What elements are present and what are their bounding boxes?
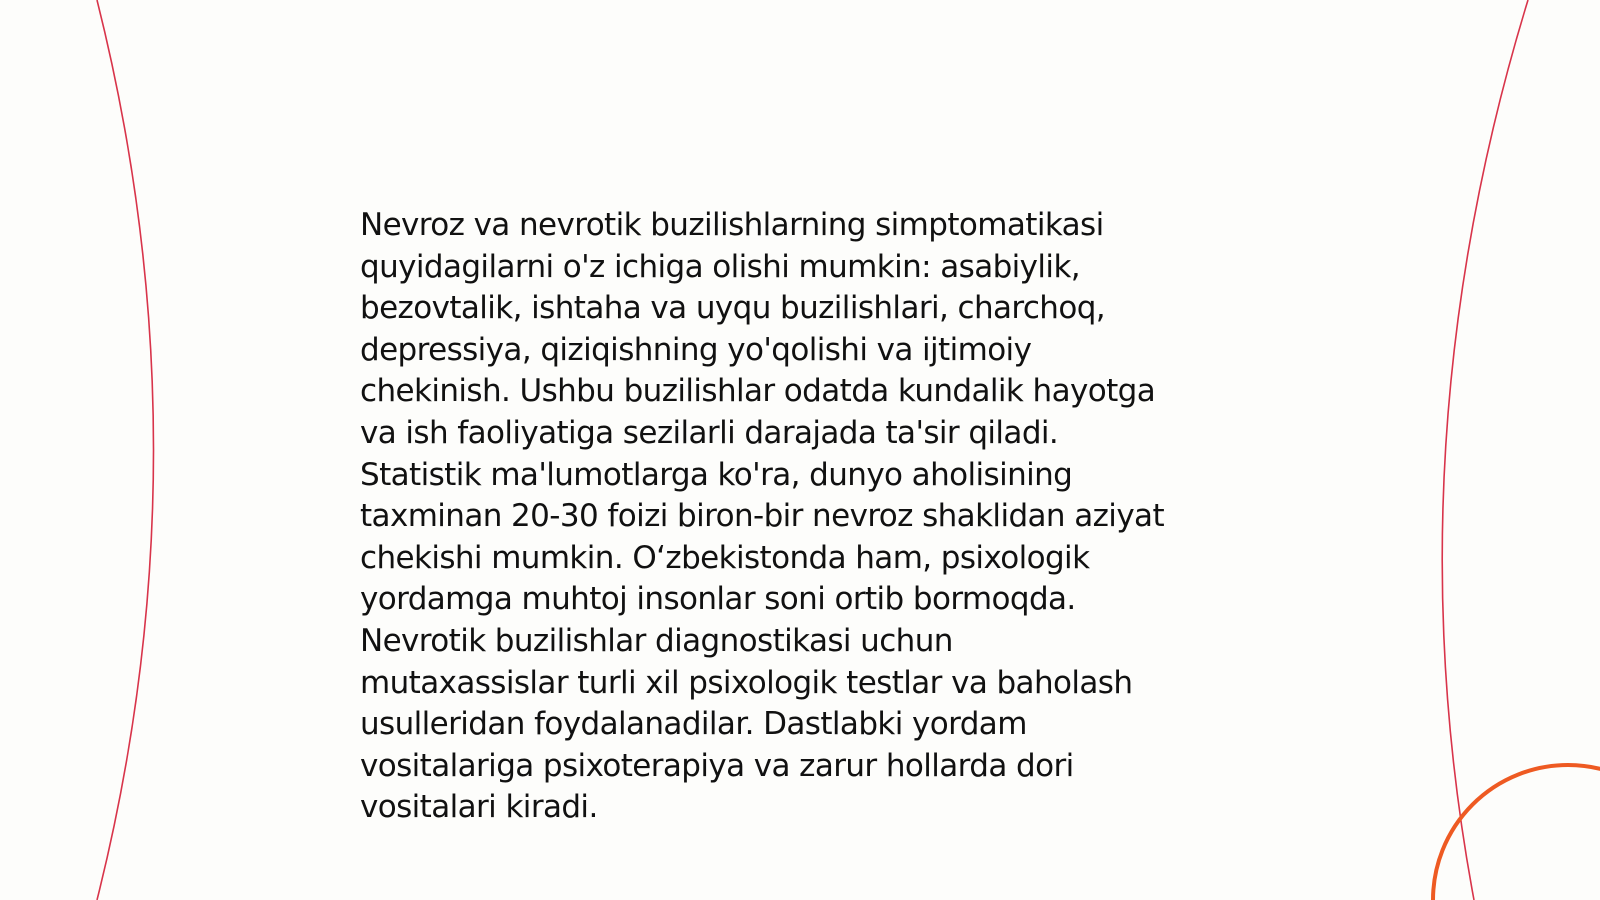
text-line: vositalari kiradi. [360,789,598,826]
text-line: Statistik ma'lumotlarga ko'ra, dunyo aholisining [360,456,1073,493]
text-line: mutaxassislar turli xil psixologik testlar va baholash [360,664,1133,701]
right-arc [1442,0,1528,900]
orange-circle-arc [1433,765,1600,900]
text-line: usulleridan foydalanadilar. Dastlabki yordam [360,706,1027,743]
text-line: quyidagilarni o'z ichiga olishi mumkin: asabiylik, [360,248,1081,285]
text-line: chekishi mumkin. O‘zbekistonda ham, psixologik [360,539,1090,576]
text-line: yordamga muhtoj insonlar soni ortib bormoqda. [360,581,1076,618]
left-arc [97,0,154,900]
text-line: bezovtalik, ishtaha va uyqu buzilishlari, charchoq, [360,290,1106,327]
text-line: Nevroz va nevrotik buzilishlarning simptomatikasi [360,207,1104,243]
text-line: Nevrotik buzilishlar diagnostikasi uchun [360,622,953,659]
text-line: va ish faoliyatiga sezilarli darajada ta'sir qiladi. [360,414,1059,451]
text-line: vositalariga psixoterapiya va zarur hollarda dori [360,747,1074,784]
text-line: depressiya, qiziqishning yo'qolishi va ijtimoiy [360,331,1032,368]
text-line: chekinish. Ushbu buzilishlar odatda kundalik hayotga [360,373,1156,410]
body-paragraph [360,205,1240,829]
text-line: taxminan 20-30 foizi biron-bir nevroz shaklidan aziyat [360,498,1165,535]
